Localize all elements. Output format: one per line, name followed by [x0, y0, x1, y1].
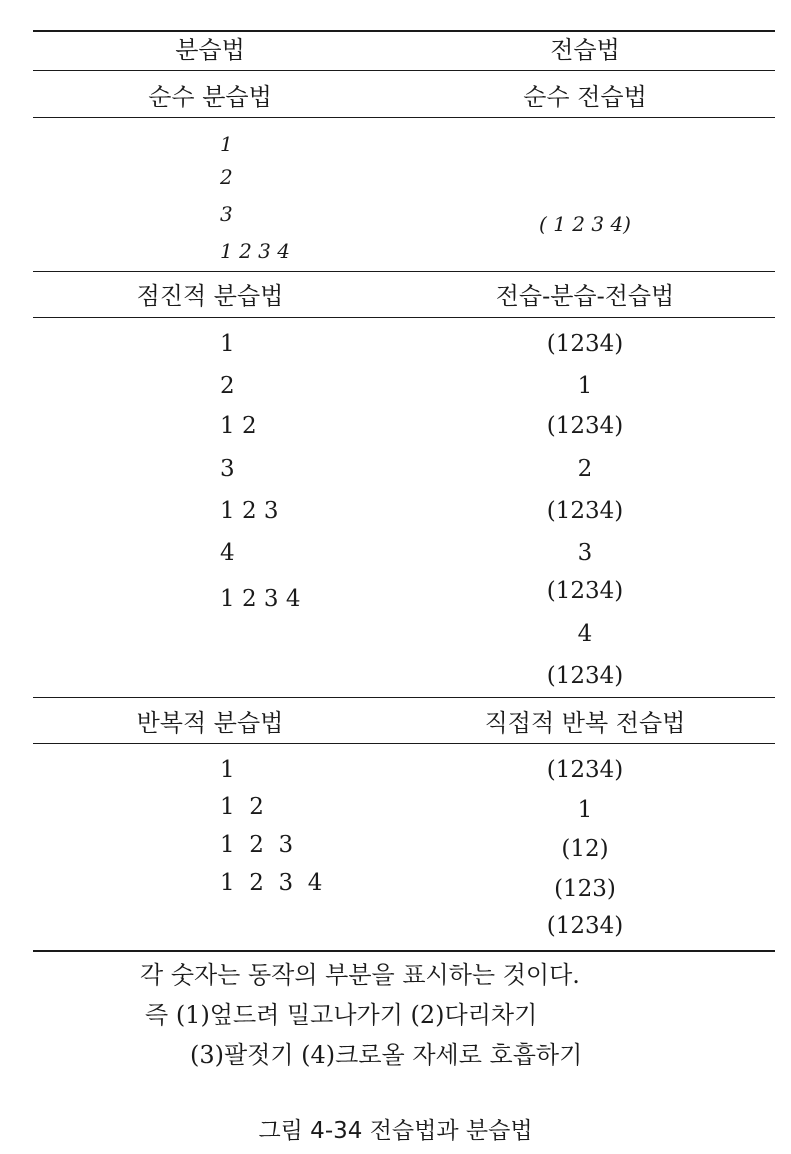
section3-right-item: (123): [554, 876, 616, 902]
section2-left-item: 1: [220, 331, 235, 357]
section1-left-item: 3: [220, 202, 233, 226]
section3-left-item: 1 2 3 4: [220, 870, 323, 896]
section3-title-rule: [33, 743, 775, 744]
section1-left-title: 순수 분습법: [148, 83, 272, 111]
header-right: 전습법: [550, 36, 620, 64]
section3-right-item: 1: [577, 797, 593, 823]
section2-right-item: 1: [577, 373, 593, 399]
section2-right-title: 전습-분습-전습법: [495, 282, 675, 310]
note-line: (3)팔젓기 (4)크로올 자세로 호흡하기: [190, 1041, 583, 1069]
note-line: 즉 (1)엎드려 밀고나가기 (2)다리차기: [145, 1001, 538, 1029]
header-left: 분습법: [175, 36, 245, 64]
section1-left-item: 1: [220, 132, 233, 156]
bottom-rule: [33, 950, 775, 952]
section2-left-item: 1 2 3: [220, 498, 279, 524]
section3-left-title: 반복적 분습법: [136, 709, 284, 737]
section2-right-item: 4: [577, 621, 593, 647]
section3-left-item: 1 2: [220, 794, 264, 820]
section2-top-rule: [33, 271, 775, 272]
section1-right-title: 순수 전습법: [523, 83, 647, 111]
section1-left-item: 1 2 3 4: [220, 239, 290, 263]
section2-left-item: 1 2 3 4: [220, 586, 301, 612]
figure-caption: 그림 4-34 전습법과 분습법: [258, 1118, 533, 1144]
section2-right-item: (1234): [546, 578, 624, 604]
section2-title-rule: [33, 317, 775, 318]
section1-title-rule: [33, 117, 775, 118]
section2-right-item: 3: [577, 540, 593, 566]
section1-right-item: ( 1 2 3 4): [539, 212, 631, 236]
note-line: 각 숫자는 동작의 부분을 표시하는 것이다.: [140, 961, 580, 989]
section2-right-item: 2: [577, 456, 593, 482]
section2-left-title: 점진적 분습법: [136, 282, 284, 310]
section2-right-item: (1234): [546, 498, 624, 524]
section3-left-item: 1 2 3: [220, 832, 294, 858]
section3-right-title: 직접적 반복 전습법: [484, 709, 686, 737]
section3-left-item: 1: [220, 757, 235, 783]
section2-right-item: (1234): [546, 331, 624, 357]
section2-left-item: 4: [220, 540, 235, 566]
section2-right-item: (1234): [546, 413, 624, 439]
top-rule: [33, 30, 775, 32]
section2-left-item: 1 2: [220, 413, 257, 439]
section3-right-item: (12): [561, 836, 609, 862]
section2-right-item: (1234): [546, 663, 624, 689]
section3-right-item: (1234): [546, 757, 624, 783]
section3-right-item: (1234): [546, 913, 624, 939]
section2-left-item: 2: [220, 373, 235, 399]
section1-left-item: 2: [220, 165, 233, 189]
section3-top-rule: [33, 697, 775, 698]
header-rule: [33, 70, 775, 71]
section2-left-item: 3: [220, 456, 235, 482]
